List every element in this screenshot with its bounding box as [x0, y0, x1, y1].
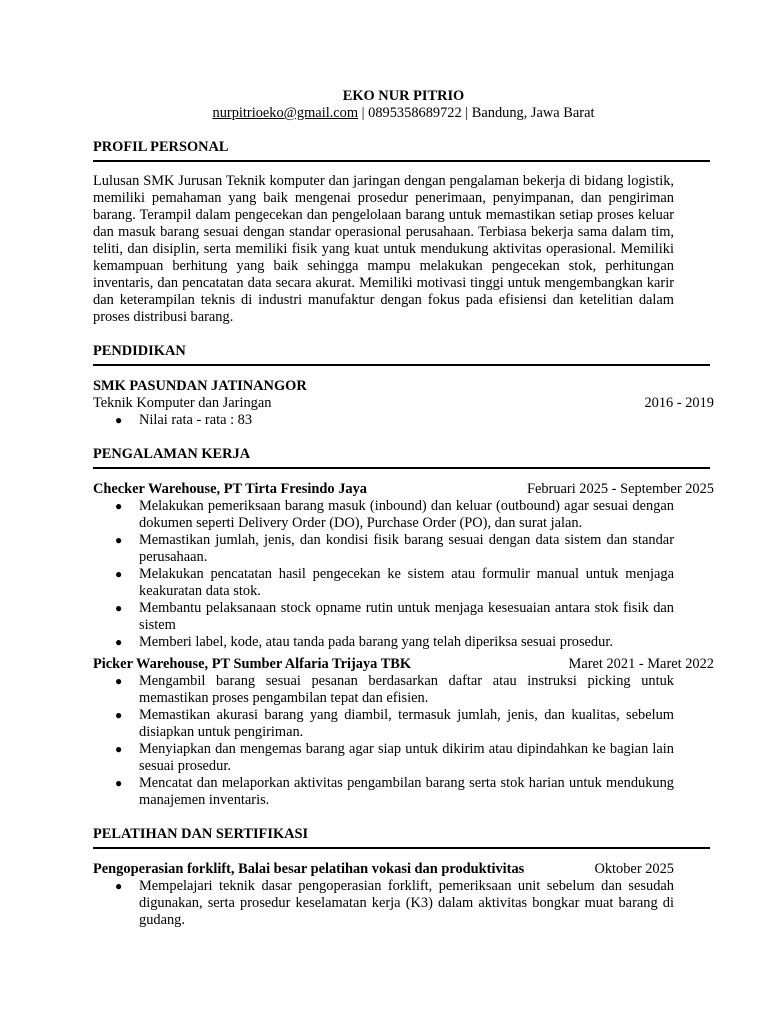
- education-bullets: [93, 412, 714, 429]
- contact-details: | 0895358689722 | Bandung, Jawa Barat: [358, 105, 595, 121]
- bullet-icon: ●: [115, 674, 123, 688]
- training-bullets: [93, 878, 714, 929]
- bullet-icon: ●: [115, 742, 123, 756]
- resume-header: [93, 88, 714, 122]
- school-name: SMK PASUNDAN JATINANGOR: [93, 378, 307, 394]
- education-row: [93, 395, 714, 412]
- school-major: Teknik Komputer dan Jaringan: [93, 395, 272, 411]
- bullet-icon: ●: [115, 413, 123, 427]
- list-item: ● Mengambil barang sesuai pesanan berdasarkan daftar atau instruksi picking untuk memastikan proses pengambilan tepat dan efisien.: [115, 673, 674, 706]
- school-years: 2016 - 2019: [644, 395, 714, 411]
- contact-line: [93, 105, 714, 122]
- job-title: Checker Warehouse, PT Tirta Fresindo Jaya: [93, 481, 367, 497]
- email-link[interactable]: nurpitrioeko@gmail.com: [212, 105, 359, 121]
- job-header: [93, 656, 714, 673]
- bullet-icon: ●: [115, 708, 123, 722]
- section-divider: [93, 160, 710, 162]
- section-title-profile: PROFIL PERSONAL: [93, 139, 229, 155]
- bullet-icon: ●: [115, 499, 123, 513]
- list-item: ● Mencatat dan melaporkan aktivitas pengambilan barang serta stok harian untuk mendukung manajemen inventaris.: [115, 775, 674, 808]
- list-item: ● Memberi label, kode, atau tanda pada barang yang telah diperiksa sesuai prosedur.: [115, 634, 613, 650]
- list-item: ● Nilai rata - rata : 83: [115, 412, 253, 428]
- section-divider: [93, 467, 710, 469]
- job-bullets: [93, 498, 714, 651]
- list-item: ● Memastikan jumlah, jenis, dan kondisi fisik barang sesuai dengan data sistem dan standar perusahaan.: [115, 532, 674, 565]
- bullet-icon: ●: [115, 879, 123, 893]
- profile-text: Lulusan SMK Jurusan Teknik komputer dan jaringan dengan pengalaman bekerja di bidang logistik, memiliki pemahaman yang baik mengenai prosedur penerimaan, penyimpanan, dan pengiriman barang. Terampil dalam pengecekan dan pengelolaan barang untuk memastikan setiap proses keluar dan masuk barang sesuai dengan standar operasional perusahaan. Terbiasa bekerja sama dalam tim, teliti, dan disiplin, serta memiliki fisik yang kuat untuk mendukung aktivitas operasional. Memiliki kemampuan berhitung yang baik sehingga mampu melakukan pengecekan stok, perhitungan inventaris, dan pencatatan data secara akurat. Memiliki motivasi tinggi untuk mengembangkan karir dan keterampilan teknis di industri manufaktur dengan fokus pada efisiensi dan ketelitian dalam proses distribusi barang.: [93, 173, 674, 325]
- resume-page: [93, 88, 714, 929]
- bullet-icon: ●: [115, 533, 123, 547]
- job-period: Februari 2025 - September 2025: [526, 481, 714, 497]
- bullet-icon: ●: [115, 601, 123, 615]
- training-date: Oktober 2025: [594, 861, 674, 877]
- list-item: ● Melakukan pencatatan hasil pengecekan ke sistem atau formulir manual untuk menjaga keakuratan data stok.: [115, 566, 674, 599]
- training-name: Pengoperasian forklift, Balai besar pelatihan vokasi dan produktivitas: [93, 861, 525, 877]
- bullet-icon: ●: [115, 776, 123, 790]
- section-title-training: PELATIHAN DAN SERTIFIKASI: [93, 826, 309, 842]
- job-bullets: [93, 673, 714, 809]
- candidate-name: EKO NUR PITRIO: [342, 88, 465, 104]
- job-period: Maret 2021 - Maret 2022: [568, 656, 714, 672]
- section-divider: [93, 847, 710, 849]
- job-title: Picker Warehouse, PT Sumber Alfaria Trijaya TBK: [93, 656, 412, 672]
- section-title-experience: PENGALAMAN KERJA: [93, 446, 251, 462]
- list-item: ● Memastikan akurasi barang yang diambil, termasuk jumlah, jenis, dan kualitas, sebelum disiapkan untuk pengiriman.: [115, 707, 674, 740]
- section-divider: [93, 364, 710, 366]
- list-item: ● Menyiapkan dan mengemas barang agar siap untuk dikirim atau dipindahkan ke bagian lain sesuai prosedur.: [115, 741, 674, 774]
- list-item: ● Melakukan pemeriksaan barang masuk (inbound) dan keluar (outbound) agar sesuai dengan dokumen seperti Delivery Order (DO), Purchase Order (PO), dan surat jalan.: [115, 498, 674, 531]
- training-header: [93, 861, 714, 878]
- list-item: ● Membantu pelaksanaan stock opname rutin untuk menjaga kesesuaian antara stok fisik dan sistem: [115, 600, 674, 633]
- section-title-education: PENDIDIKAN: [93, 343, 186, 359]
- bullet-icon: ●: [115, 635, 123, 649]
- list-item: ● Mempelajari teknik dasar pengoperasian forklift, pemeriksaan unit sebelum dan sesudah digunakan, serta prosedur keselamatan kerja (K3) dalam aktivitas bongkar muat barang di gudang.: [115, 878, 674, 928]
- bullet-icon: ●: [115, 567, 123, 581]
- job-header: [93, 481, 714, 498]
